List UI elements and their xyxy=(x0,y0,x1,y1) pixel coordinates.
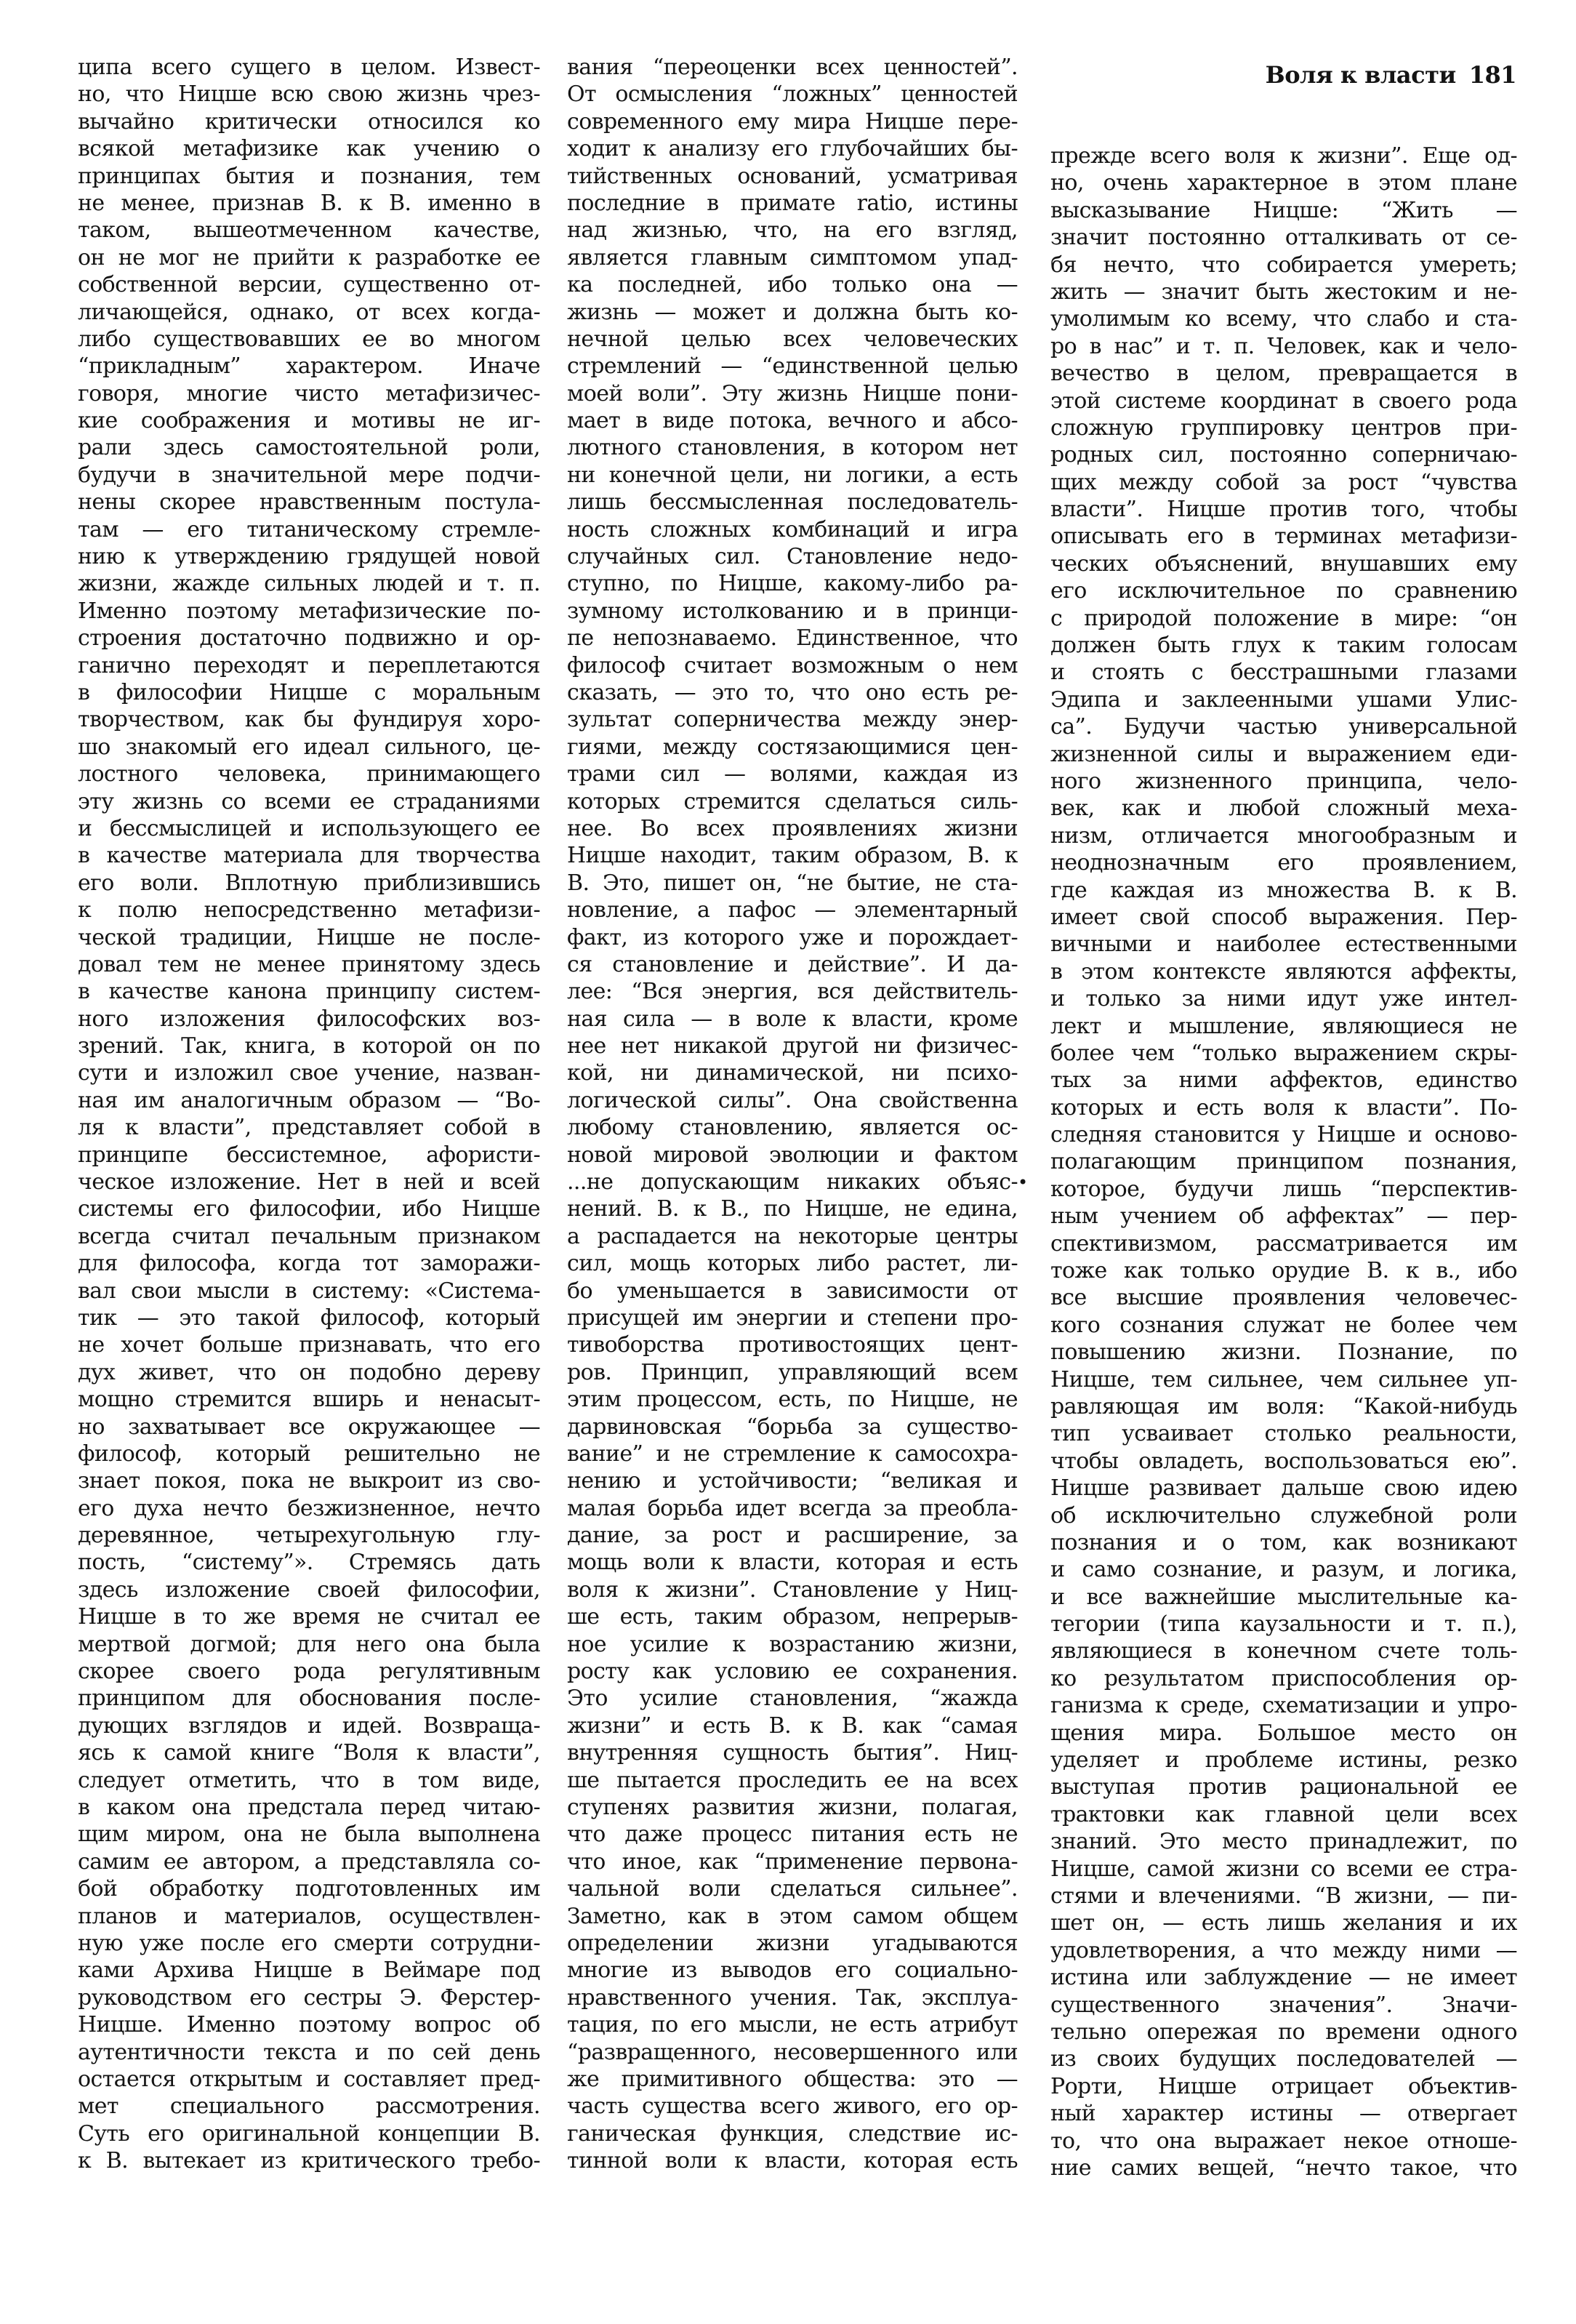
text-line: пость, “систему”». Стремясь дать xyxy=(78,1550,540,1576)
text-line: планов и материалов, осуществлен- xyxy=(78,1903,540,1929)
text-line: новой мировой эволюции и фактом xyxy=(567,1142,1018,1168)
text-line: Именно поэтому метафизические по- xyxy=(78,598,540,624)
running-header xyxy=(1266,61,1516,89)
text-line: кие соображения и мотивы не иг- xyxy=(78,408,540,434)
text-line: Эдипа и заклеенными ушами Улис- xyxy=(1050,686,1517,713)
text-line: нены скорее нравственным постула- xyxy=(78,489,540,516)
text-line: существенного значения”. Значи- xyxy=(1050,1992,1517,2018)
text-line: к В. вытекает из критического требо- xyxy=(78,2148,540,2174)
text-line: са”. Будучи частью универсальной xyxy=(1050,714,1517,740)
text-line: строения достаточно подвижно и ор- xyxy=(78,625,540,652)
text-line: умолимым ко всему, что слабо и ста- xyxy=(1050,306,1517,332)
text-line: мет специального рассмотрения. xyxy=(78,2093,540,2120)
text-line: более чем “только выражением скры- xyxy=(1050,1040,1517,1066)
text-line: знаний. Это место принадлежит, по xyxy=(1050,1829,1517,1855)
text-line: стями и влечениями. “В жизни, — пи- xyxy=(1050,1883,1517,1909)
text-line: жизни, жажде сильных людей и т. п. xyxy=(78,571,540,597)
text-line: где каждая из множества В. к В. xyxy=(1050,877,1517,903)
text-line: ческих объяснений, внушавших ему xyxy=(1050,550,1517,577)
text-line: тегории (типа каузальности и т. п.), xyxy=(1050,1611,1517,1638)
text-line: ступенях развития жизни, полагая, xyxy=(567,1795,1018,1820)
text-line: Ницше развивает дальше свою идею xyxy=(1050,1475,1517,1502)
text-line: нию к утверждению грядущей новой xyxy=(78,544,540,570)
text-line: не менее, признав В. к В. именно в xyxy=(78,190,540,216)
text-line: чальной воли сделаться сильнее”. xyxy=(567,1876,1018,1902)
text-line: следняя становится у Ницше и осново- xyxy=(1050,1122,1517,1148)
text-line: лостного человека, принимающего xyxy=(78,761,540,788)
text-line: факт, из которого уже и порождает- xyxy=(567,924,1018,950)
text-line: будучи в значительной мере подчи- xyxy=(78,462,540,488)
text-line: щения мира. Большое место он xyxy=(1050,1720,1517,1746)
text-line: тийственных оснований, усматривая xyxy=(567,163,1018,189)
text-line: логической силы”. Она свойственна xyxy=(567,1087,1018,1113)
text-line: вание” и не стремление к самосохра- xyxy=(567,1441,1018,1467)
text-line: в качестве канона принципу систем- xyxy=(78,979,540,1005)
text-line: любому становлению, является ос- xyxy=(567,1115,1018,1141)
text-line: к полю непосредственно метафизи- xyxy=(78,897,540,923)
text-line: ное усилие к возрастанию жизни, xyxy=(567,1631,1018,1657)
text-column-2 xyxy=(567,54,1018,2235)
text-line: таком, вышеотмеченном качестве, xyxy=(78,217,540,244)
text-line: этим процессом, есть, по Ницше, не xyxy=(567,1387,1018,1413)
text-line: От осмысления “ложных” ценностей xyxy=(567,81,1018,108)
text-line: жизни” и есть В. к В. как “самая xyxy=(567,1712,1018,1739)
text-line: тивоборства противостоящих цент- xyxy=(567,1332,1018,1358)
text-line: для философа, когда тот заморажи- xyxy=(78,1251,540,1277)
text-line: ля к власти”, представляет собой в xyxy=(78,1115,540,1141)
text-line: сути и изложил свое учение, назван- xyxy=(78,1060,540,1086)
text-line: ным учением об аффектах” — пер- xyxy=(1050,1203,1517,1230)
text-line: его исключительное по сравнению xyxy=(1050,578,1517,604)
text-column-3 xyxy=(1050,143,1517,2324)
text-line: жить — значит быть жестоким и не- xyxy=(1050,279,1517,305)
text-line: философ считает возможным о нем xyxy=(567,652,1018,678)
text-line: ко результатом приспособления ор- xyxy=(1050,1665,1517,1691)
text-line: тельно опережая по времени одного xyxy=(1050,2019,1517,2045)
text-line: ный характер истины — отвергает xyxy=(1050,2101,1517,2127)
text-line: воля к жизни”. Становление у Ниц- xyxy=(567,1576,1018,1603)
text-line: в этом контексте являются аффекты, xyxy=(1050,958,1517,985)
text-line: “развращенного, несовершенного или xyxy=(567,2039,1018,2065)
text-line: говоря, многие чисто метафизичес- xyxy=(78,380,540,406)
text-line: внутренняя сущность бытия”. Ниц- xyxy=(567,1740,1018,1766)
text-line: ...не допускающим никаких объяс- xyxy=(567,1169,1018,1195)
text-line: эту жизнь со всеми ее страданиями xyxy=(78,788,540,814)
page-number: 181 xyxy=(1468,61,1516,89)
text-line: удовлетворения, а что между ними — xyxy=(1050,1937,1517,1963)
text-line: вечество в целом, превращается в xyxy=(1050,361,1517,387)
text-line: довал тем не менее принятому здесь xyxy=(78,951,540,977)
text-line: из своих будущих последователей — xyxy=(1050,2046,1517,2072)
text-line: вания “переоценки всех ценностей”. xyxy=(567,55,1018,80)
text-line: зрений. Так, книга, в которой он по xyxy=(78,1033,540,1059)
text-line: ность сложных комбинаций и игра xyxy=(567,516,1018,542)
text-line: зультат соперничества между энер- xyxy=(567,707,1018,733)
text-line: власти”. Ницше против того, чтобы xyxy=(1050,497,1517,523)
text-line: многие из выводов его социально- xyxy=(567,1958,1018,1984)
text-line: шет он, — есть лишь желания и их xyxy=(1050,1910,1517,1936)
text-line: мощь воли к власти, которая и есть xyxy=(567,1550,1018,1576)
text-line: ходит к анализу его глубочайших бы- xyxy=(567,136,1018,162)
text-line: бо уменьшается в зависимости от xyxy=(567,1278,1018,1304)
text-line: шо знакомый его идеал сильного, це- xyxy=(78,734,540,760)
text-line: тых за ними аффектов, единство xyxy=(1050,1067,1517,1094)
text-line: нений. В. к В., по Ницше, не едина, xyxy=(567,1196,1018,1222)
text-line: является главным симптомом упад- xyxy=(567,244,1018,271)
text-line: новление, а пафос — элементарный xyxy=(567,897,1018,923)
text-line: пе непознаваемо. Единственное, что xyxy=(567,625,1018,652)
text-line: тация, по его мысли, не есть атрибут xyxy=(567,2012,1018,2038)
text-line: нравственного учения. Так, эксплуа- xyxy=(567,1984,1018,2011)
text-line: Рорти, Ницше отрицает объектив- xyxy=(1050,2073,1517,2099)
text-line: деревянное, четырехугольную глу- xyxy=(78,1523,540,1549)
text-line: скорее своего рода регулятивным xyxy=(78,1659,540,1685)
text-line: стремлений — “единственной целью xyxy=(567,353,1018,380)
text-line: уделяет и проблеме истины, резко xyxy=(1050,1747,1517,1774)
text-line: бой обработку подготовленных им xyxy=(78,1876,540,1902)
text-line: аутентичности текста и по сей день xyxy=(78,2039,540,2065)
text-line: этой системе координат в своего рода xyxy=(1050,388,1517,414)
text-line: моей воли”. Эту жизнь Ницше пони- xyxy=(567,380,1018,406)
text-line: щих между собой за рост “чувства xyxy=(1050,469,1517,495)
text-line: лее: “Вся энергия, вся действитель- xyxy=(567,979,1018,1005)
text-line: и стоять с бесстрашными глазами xyxy=(1050,660,1517,686)
text-line: но, очень характерное в этом плане xyxy=(1050,170,1517,196)
text-line: ная им аналогичным образом — “Во- xyxy=(78,1087,540,1113)
text-line: руководством его сестры Э. Ферстер- xyxy=(78,1984,540,2011)
text-line: мает в виде потока, вечного и абсо- xyxy=(567,408,1018,434)
text-line: трактовки как главной цели всех xyxy=(1050,1801,1517,1827)
text-line: Это усилие становления, “жажда xyxy=(567,1686,1018,1712)
text-line: бя нечто, что собирается умереть; xyxy=(1050,252,1517,278)
text-line: нечной целью всех человеческих xyxy=(567,326,1018,352)
text-line: в качестве материала для творчества xyxy=(78,843,540,869)
text-line: которых стремится сделаться силь- xyxy=(567,788,1018,814)
text-line: мощно стремится вширь и ненасыт- xyxy=(78,1387,540,1413)
text-line: следует отметить, что в том виде, xyxy=(78,1767,540,1793)
text-line: чтобы овладеть, воспользоваться ею”. xyxy=(1050,1448,1517,1474)
text-line: жизнь — может и должна быть ко- xyxy=(567,299,1018,325)
text-line: ше пытается проследить ее на всех xyxy=(567,1767,1018,1793)
text-line: ного жизненного принципа, чело- xyxy=(1050,768,1517,794)
text-line: определении жизни угадываются xyxy=(567,1930,1018,1956)
text-line: тип усваивает столько реальности, xyxy=(1050,1421,1517,1447)
text-line: Ницше, тем сильнее, чем сильнее уп- xyxy=(1050,1366,1517,1393)
text-line: что иное, как “применение первона- xyxy=(567,1848,1018,1875)
text-line: тоже как только орудие В. к в., ибо xyxy=(1050,1258,1517,1284)
text-line: сложную группировку центров при- xyxy=(1050,414,1517,441)
text-line: личающейся, однако, от всех когда- xyxy=(78,299,540,325)
text-column-1 xyxy=(78,54,540,2235)
text-line: познания и о том, как возникают xyxy=(1050,1529,1517,1555)
text-line: Ницше, самой жизни со всеми ее стра- xyxy=(1050,1856,1517,1882)
text-line: вычайно критически относился ко xyxy=(78,108,540,135)
text-line: лишь бессмысленная последователь- xyxy=(567,489,1018,516)
text-line: он не мог не прийти к разработке ее xyxy=(78,244,540,271)
text-line: ную уже после его смерти сотрудни- xyxy=(78,1930,540,1956)
text-line: описывать его в терминах метафизи- xyxy=(1050,524,1517,550)
text-line: тинной воли к власти, которая есть xyxy=(567,2148,1018,2174)
text-line: ше есть, таким образом, непрерыв- xyxy=(567,1604,1018,1630)
text-line: же примитивного общества: это — xyxy=(567,2066,1018,2092)
text-line: повышению жизни. Познание, по xyxy=(1050,1339,1517,1366)
text-line: все высшие проявления человечес- xyxy=(1050,1285,1517,1311)
text-line: в философии Ницше с моральным xyxy=(78,679,540,705)
text-line: и только за ними идут уже интел- xyxy=(1050,986,1517,1012)
text-line: тик — это такой философ, который xyxy=(78,1305,540,1331)
text-line: низм, отличается многообразным и xyxy=(1050,822,1517,849)
text-line: Заметно, как в этом самом общем xyxy=(567,1903,1018,1929)
text-line: там — его титаническому стремле- xyxy=(78,516,540,542)
text-line: рали здесь самостоятельной роли, xyxy=(78,435,540,461)
text-line: ческой традиции, Ницше не после- xyxy=(78,924,540,950)
text-line: неоднозначным его проявлением, xyxy=(1050,850,1517,876)
text-line: ров. Принцип, управляющий всем xyxy=(567,1359,1018,1385)
text-line: часть существа всего живого, его ор- xyxy=(567,2093,1018,2120)
text-line: значит постоянно отталкивать от се- xyxy=(1050,225,1517,251)
text-line: нее нет никакой другой ни физичес- xyxy=(567,1033,1018,1059)
margin-mark: • xyxy=(1018,1172,1029,1193)
text-line: Суть его оригинальной концепции В. xyxy=(78,2120,540,2147)
text-line: всегда считал печальным признаком xyxy=(78,1223,540,1249)
text-line: а распадается на некоторые центры xyxy=(567,1223,1018,1249)
text-line: ческое изложение. Нет в ней и всей xyxy=(78,1169,540,1195)
text-line: росту как условию ее сохранения. xyxy=(567,1659,1018,1685)
text-line: случайных сил. Становление недо- xyxy=(567,544,1018,570)
text-line: жизненной силы и выражением еди- xyxy=(1050,741,1517,767)
text-line: последние в примате ratio, истины xyxy=(567,190,1018,216)
text-line: современного ему мира Ницше пере- xyxy=(567,108,1018,135)
text-line: вал свои мысли в систему: «Система- xyxy=(78,1278,540,1304)
text-line: но захватывает все окружающее — xyxy=(78,1414,540,1440)
text-line: ками Архива Ницше в Веймаре под xyxy=(78,1958,540,1984)
text-line: ясь к самой книге “Воля к власти”, xyxy=(78,1740,540,1766)
text-line: кой, ни динамической, ни психо- xyxy=(567,1060,1018,1086)
text-line: кого сознания служат не более чем xyxy=(1050,1312,1517,1338)
text-line: принципе бессистемное, афористи- xyxy=(78,1142,540,1168)
text-line: творчеством, как бы фундируя хоро- xyxy=(78,707,540,733)
text-line: ся становление и действие”. И да- xyxy=(567,951,1018,977)
text-line: дание, за рост и расширение, за xyxy=(567,1523,1018,1549)
text-line: являющиеся в конечном счете толь- xyxy=(1050,1638,1517,1664)
text-line: и бессмыслицей и использующего ее xyxy=(78,815,540,841)
text-line: что даже процесс питания есть не xyxy=(567,1822,1018,1848)
text-line: трами сил — волями, каждая из xyxy=(567,761,1018,788)
text-line: присущей им энергии и степени про- xyxy=(567,1305,1018,1331)
text-line: нее. Во всех проявлениях жизни xyxy=(567,815,1018,841)
text-line: ного изложения философских воз- xyxy=(78,1006,540,1032)
text-line: которых и есть воля к власти”. По- xyxy=(1050,1094,1517,1121)
text-line: здесь изложение своей философии, xyxy=(78,1576,540,1603)
text-line: мертвой догмой; для него она была xyxy=(78,1631,540,1657)
text-line: либо существовавших ее во многом xyxy=(78,326,540,352)
text-line: об исключительно служебной роли xyxy=(1050,1502,1517,1528)
text-line: но, что Ницше всю свою жизнь чрез- xyxy=(78,81,540,108)
text-line: нению и устойчивости; “великая и xyxy=(567,1468,1018,1494)
text-line: спективизмом, рассматривается им xyxy=(1050,1230,1517,1257)
text-line: ганическая функция, следствие ис- xyxy=(567,2120,1018,2147)
text-line: то, что она выражает некое отноше- xyxy=(1050,2128,1517,2154)
text-line: равляющая им воля: “Какой-нибудь xyxy=(1050,1393,1517,1419)
text-line: знает покоя, пока не выкроит из сво- xyxy=(78,1468,540,1494)
text-line: имеет свой способ выражения. Пер- xyxy=(1050,904,1517,930)
text-line: щим миром, она не была выполнена xyxy=(78,1822,540,1848)
text-line: собственной версии, существенно от- xyxy=(78,272,540,298)
text-line: над жизнью, что, на его взгляд, xyxy=(567,217,1018,244)
text-line: зумному истолкованию и в принци- xyxy=(567,598,1018,624)
text-line: ная сила — в воле к власти, кроме xyxy=(567,1006,1018,1032)
text-line: его духа нечто безжизненное, нечто xyxy=(78,1495,540,1521)
text-line: ка последней, ибо только она — xyxy=(567,272,1018,298)
text-line: ципа всего сущего в целом. Извест- xyxy=(78,55,540,80)
text-line: дух живет, что он подобно дереву xyxy=(78,1359,540,1385)
text-line: родных сил, постоянно соперничаю- xyxy=(1050,442,1517,468)
text-line: ние самих вещей, “нечто такое, что xyxy=(1050,2155,1517,2181)
text-line: в каком она предстала перед читаю- xyxy=(78,1795,540,1820)
text-line: сказать, — это то, что оно есть ре- xyxy=(567,679,1018,705)
text-line: системы его философии, ибо Ницше xyxy=(78,1196,540,1222)
text-line: и само сознание, и разум, и логика, xyxy=(1050,1557,1517,1583)
text-line: малая борьба идет всегда за преобла- xyxy=(567,1495,1018,1521)
text-line: прежде всего воля к жизни”. Еще од- xyxy=(1050,143,1517,169)
text-line: полагающим принципом познания, xyxy=(1050,1149,1517,1175)
text-line: Ницше в то же время не считал ее xyxy=(78,1604,540,1630)
text-line: должен быть глух к таким голосам xyxy=(1050,633,1517,659)
text-line: лютного становления, в котором нет xyxy=(567,435,1018,461)
text-line: ступно, по Ницше, какому-либо ра- xyxy=(567,571,1018,597)
text-line: остается открытым и составляет пред- xyxy=(78,2066,540,2092)
header-title: Воля к власти xyxy=(1265,61,1456,89)
text-line: ро в нас” и т. п. Человек, как и чело- xyxy=(1050,333,1517,359)
text-line: выступая против рациональной ее xyxy=(1050,1774,1517,1800)
text-line: и все важнейшие мыслительные ка- xyxy=(1050,1584,1517,1610)
text-line: “прикладным” характером. Иначе xyxy=(78,353,540,380)
text-line: В. Это, пишет он, “не бытие, не ста- xyxy=(567,870,1018,896)
text-line: его воли. Вплотную приблизившись xyxy=(78,870,540,896)
text-line: лект и мышление, являющиеся не xyxy=(1050,1013,1517,1039)
text-line: принципом для обоснования после- xyxy=(78,1686,540,1712)
text-line: ганично переходят и переплетаются xyxy=(78,652,540,678)
text-line: философ, который решительно не xyxy=(78,1441,540,1467)
text-line: вичными и наиболее естественными xyxy=(1050,931,1517,958)
text-line: истина или заблуждение — не имеет xyxy=(1050,1965,1517,1991)
text-line: дующих взглядов и идей. Возвраща- xyxy=(78,1712,540,1739)
text-line: Ницше. Именно поэтому вопрос об xyxy=(78,2012,540,2038)
text-line: принципах бытия и познания, тем xyxy=(78,163,540,189)
text-line: самим ее автором, а представляла со- xyxy=(78,1848,540,1875)
text-line: которое, будучи лишь “перспектив- xyxy=(1050,1176,1517,1202)
text-line: сил, мощь которых либо растет, ли- xyxy=(567,1251,1018,1277)
text-line: с природой положение в мире: “он xyxy=(1050,605,1517,631)
text-line: гиями, между состязающимися цен- xyxy=(567,734,1018,760)
text-line: не хочет больше признавать, что его xyxy=(78,1332,540,1358)
text-line: высказывание Ницше: “Жить — xyxy=(1050,197,1517,223)
text-line: Ницше находит, таким образом, В. к xyxy=(567,843,1018,869)
text-line: дарвиновская “борьба за существо- xyxy=(567,1414,1018,1440)
text-line: ни конечной цели, ни логики, а есть xyxy=(567,462,1018,488)
text-line: всякой метафизике как учению о xyxy=(78,136,540,162)
text-line: ганизма к среде, схематизации и упро- xyxy=(1050,1693,1517,1719)
text-line: век, как и любой сложный меха- xyxy=(1050,796,1517,822)
